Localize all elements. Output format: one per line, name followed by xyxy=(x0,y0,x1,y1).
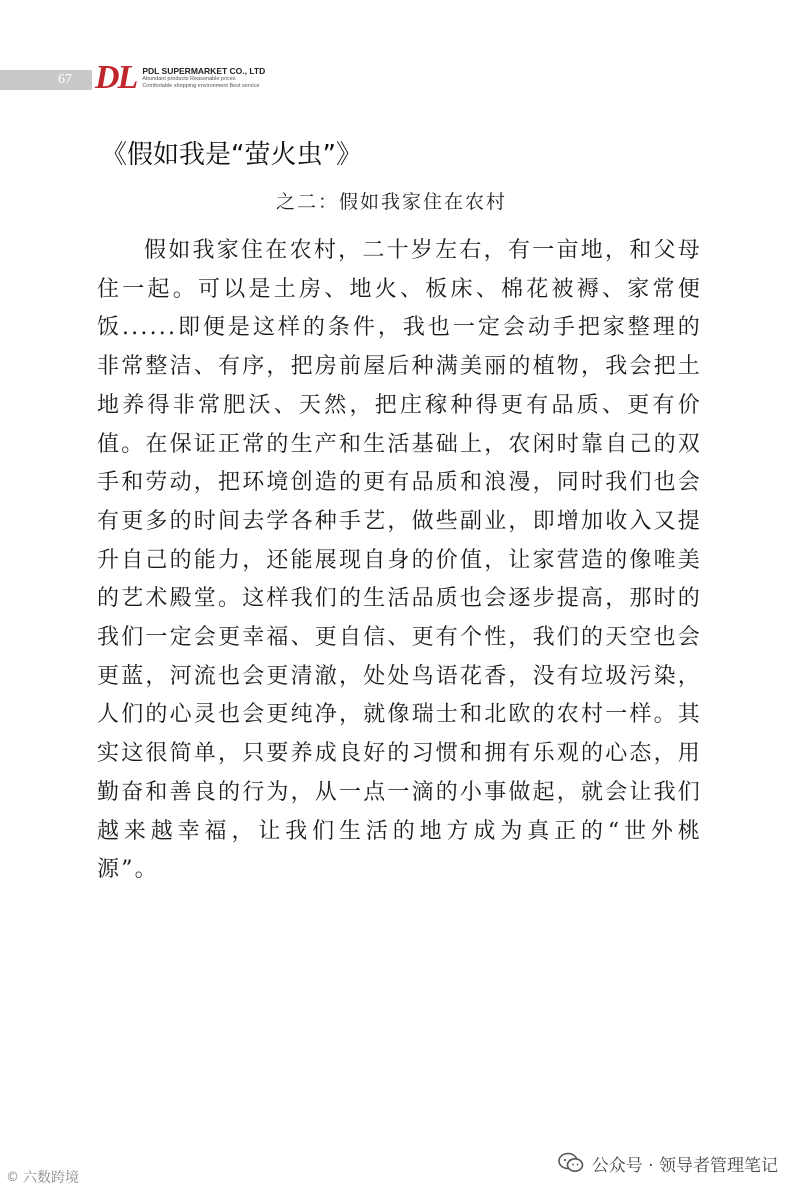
page-number: 67 xyxy=(58,72,72,87)
footer-watermark-left xyxy=(6,1165,79,1189)
footer-watermark-right xyxy=(558,1148,778,1178)
article-subtitle: 之二：假如我家住在农村 xyxy=(276,191,508,213)
company-name: PDL SUPERMARKET CO., LTD xyxy=(142,66,266,76)
company-logo xyxy=(95,60,265,96)
footer-right-text: 公众号 · 领导者管理笔记 xyxy=(591,1155,778,1176)
cc-icon: © xyxy=(6,1169,19,1185)
article-body: 假如我家住在农村，二十岁左右，有一亩地，和父母住一起。可以是土房、地火、板床、棉花被褥、家常便饭......即便是这样的条件，我也一定会动手把家整理的非常整洁、有序，把房前屋后种满美丽的植物，我会把土地养得非常肥沃、天然，把庄稼种得更有品质、更有价值。在保证正常的生产和生活基础上，农闲时靠自己的双手和劳动，把环境创造的更有品质和浪漫，同时我们也会有更多的时间去学各种手艺，做些副业，即增加收入又提升自己的能力，还能展现自身的价值，让家营造的像唯美的艺术殿堂。这样我们的生活品质也会逐步提高，那时的我们一定会更幸福、更自信、更有个性，我们的天空也会更蓝，河流也会更清澈，处处鸟语花香，没有垃圾污染，人们的心灵也会更纯净，就像瑞士和北欧的农村一样。其实这很简单，只要养成良好的习惯和拥有乐观的心态，用勤奋和善良的行为，从一点一滴的小事做起，就会让我们越来越幸福，让我们生活的地方成为真正的“世外桃源”。 xyxy=(97,238,703,883)
tagline-line-2: Comfortable shopping environment Best service xyxy=(142,83,260,89)
wechat-icon xyxy=(558,1152,584,1174)
article-title: 《假如我是“萤火虫”》 xyxy=(101,140,362,170)
logo-text xyxy=(142,66,265,90)
logo-mark: DL xyxy=(95,59,137,96)
tagline-line-1: Abundant products Reasonable prices xyxy=(142,76,236,82)
footer-left-text: 六数跨境 xyxy=(23,1170,79,1186)
